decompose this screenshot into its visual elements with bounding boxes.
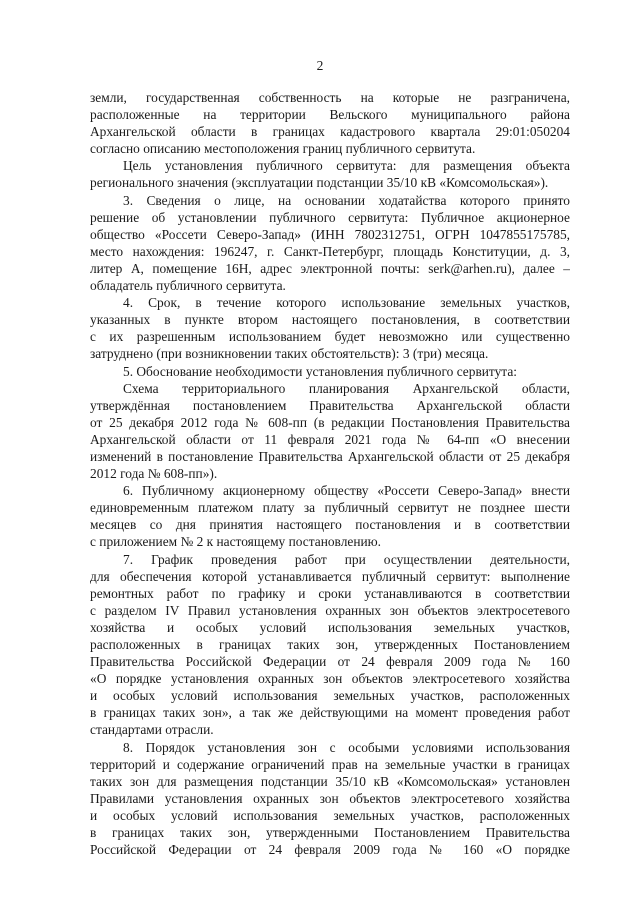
text-line: Архангельской области от 11 февраля 2021 года № 64-пп «О внесении	[90, 431, 570, 447]
text-line: Архангельской области в границах кадастрового квартала 29:01:050204	[90, 124, 570, 140]
text-line: обладатель публичного сервитута.	[90, 278, 286, 294]
text-line: «О порядке установления охранных зон объектов электросетевого хозяйства	[90, 671, 570, 687]
text-line: изменений в постановление Правительства Архангельской области от 25 декабря	[90, 448, 570, 464]
text-line: с приложением № 2 к настоящему постановлению.	[90, 534, 382, 550]
text-line: для обеспечения которой устанавливается публичный сервитут: выполнение	[90, 568, 570, 584]
text-line: 4. Срок, в течение которого использование земельных участков,	[123, 295, 570, 311]
text-line: от 25 декабря 2012 года № 608-пп (в редакции Постановления Правительства	[90, 414, 570, 430]
text-line: указанных в пункте втором настоящего постановления, в соответствии	[90, 312, 570, 328]
text-line: регионального значения (эксплуатации подстанции 35/10 кВ «Комсомольская»).	[90, 175, 549, 191]
text-line: 3. Сведения о лице, на основании ходатайства которого принято	[123, 192, 570, 208]
text-line: решение об установлении публичного сервитута: Публичное акционерное	[90, 209, 570, 225]
text-line: затруднено (при возникновении таких обстоятельств): 3 (три) месяца.	[90, 346, 489, 362]
text-line: Цель установления публичного сервитута: для размещения объекта	[123, 158, 570, 174]
text-line: ремонтных работ по графику и сроки устанавливаются в соответствии	[90, 585, 570, 601]
text-line: Схема территориального планирования Архангельской области,	[123, 380, 570, 396]
page-number: 2	[316, 58, 324, 73]
text-line: единовременным платежом плату за публичный сервитут не позднее шести	[90, 500, 570, 516]
text-line: место нахождения: 196247, г. Санкт-Петербург, площадь Конституции, д. 3,	[90, 243, 570, 259]
text-line: 6. Публичному акционерному обществу «Россети Северо-Запад» внести	[123, 483, 570, 499]
text-line: земли, государственная собственность на которые не разграничена,	[90, 90, 570, 105]
text-line: 5. Обоснование необходимости установления публичного сервитута:	[123, 363, 517, 379]
text-line: таких зон для размещения подстанции 35/10 кВ «Комсомольская» установлен	[90, 773, 570, 789]
text-line: территорий и содержание ограничений прав на земельные участки в границах	[90, 756, 570, 772]
text-line: с их разрешенным использованием будет невозможно или существенно	[90, 329, 570, 345]
text-line: расположенных в границах таких зон, утвержденных Постановлением	[90, 637, 570, 652]
text-line: утверждённая постановлением Правительства Архангельской области	[90, 397, 570, 413]
text-line: стандартами отрасли.	[90, 722, 214, 738]
text-line: согласно описанию местоположения границ публичного сервитута.	[90, 141, 476, 157]
text-line: Российской Федерации от 24 февраля 2009 года № 160 «О порядке	[90, 842, 570, 858]
text-line: с разделом IV Правил установления охранных зон объектов электросетевого	[90, 602, 570, 618]
text-line: 2012 года № 608-пп»).	[90, 466, 218, 482]
text-line: Правилами установления охранных зон объектов электросетевого хозяйства	[90, 790, 570, 806]
document-body	[90, 89, 570, 858]
text-line: и особых условий использования земельных участков, расположенных	[90, 688, 570, 704]
text-line: и особых условий использования земельных участков, расположенных	[90, 807, 570, 823]
text-line: Правительства Российской Федерации от 24 февраля 2009 года № 160	[90, 654, 570, 670]
text-line: 8. Порядок установления зон с особыми условиями использования	[123, 739, 570, 755]
text-line: общество «Россети Северо-Запад» (ИНН 7802312751, ОГРН 1047855175785,	[90, 226, 570, 242]
text-line: 7. График проведения работ при осуществлении деятельности,	[123, 551, 570, 567]
text-line: расположенные на территории Вельского муниципального района	[90, 107, 570, 123]
text-line: хозяйства и особых условий использования земельных участков,	[90, 619, 570, 635]
text-line: в границах таких зон», а так же действующими на момент проведения работ	[90, 705, 570, 721]
text-line: месяцев со дня принятия настоящего постановления и в соответствии	[90, 517, 570, 533]
text-line: литер А, помещение 16Н, адрес электронной почты: serk@arhen.ru), далее –	[90, 260, 570, 276]
text-line: в границах таких зон, утвержденными Постановлением Правительства	[90, 825, 570, 841]
